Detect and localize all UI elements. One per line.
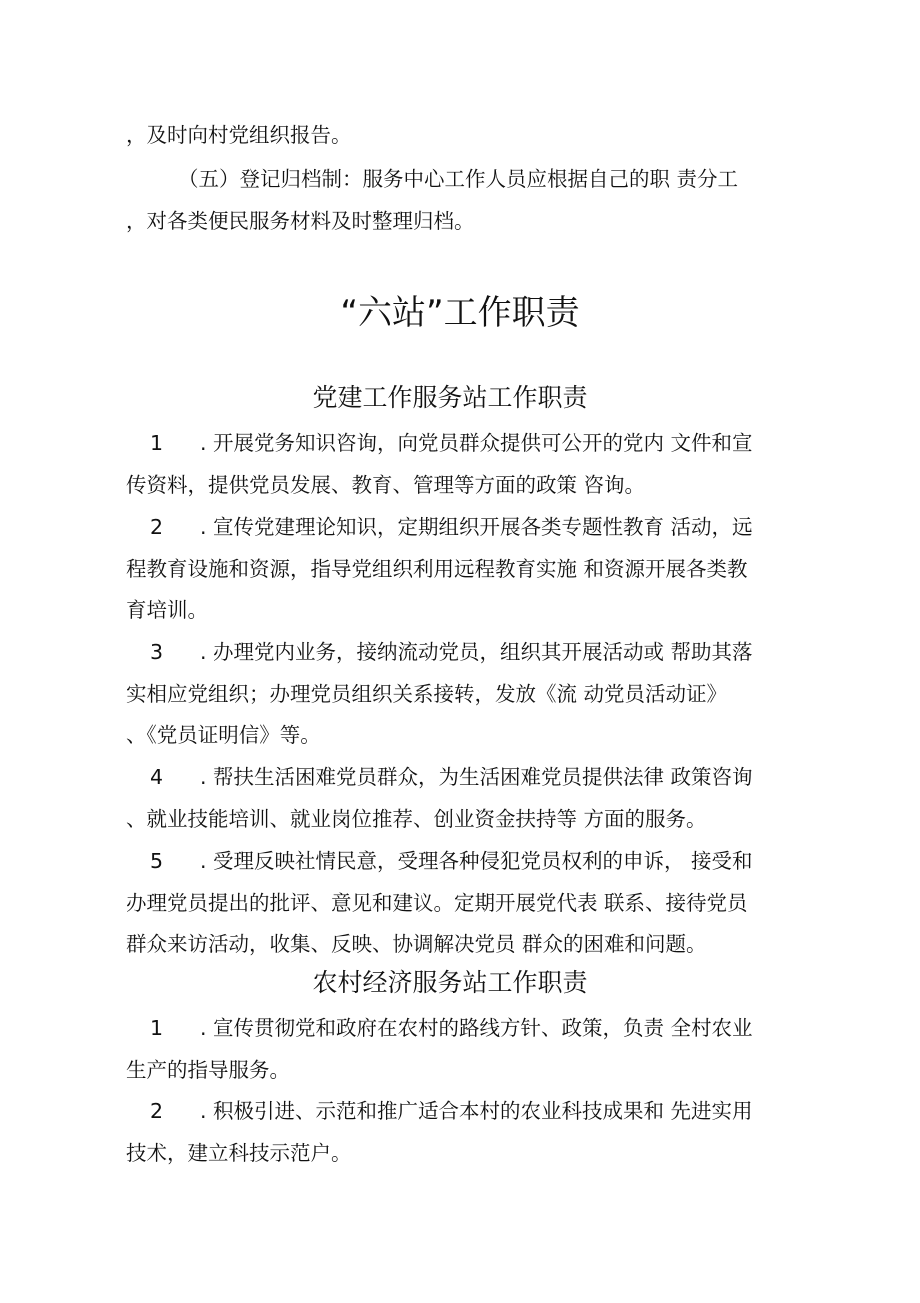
item-text: . 受理反映社情民意，受理各种侵犯党员权利的申诉， 接受和 bbox=[200, 849, 753, 873]
item-text: . 宣传贯彻党和政府在农村的路线方针、政策，负责 全村农业 bbox=[200, 1016, 753, 1040]
list-item-line: 、《党员证明信》等。 bbox=[126, 723, 321, 747]
list-item-line: 群众来访活动，收集、反映、协调解决党员 群众的困难和问题。 bbox=[126, 932, 707, 956]
intro-line: ，及时向村党组织报告。 bbox=[126, 123, 352, 147]
item-number: 5 bbox=[150, 849, 164, 873]
list-item-line bbox=[126, 514, 786, 540]
intro-line: （五）登记归档制：服务中心工作人员应根据自己的职 责分工 bbox=[178, 167, 739, 191]
item-text: . 帮扶生活困难党员群众，为生活困难党员提供法律 政策咨询 bbox=[200, 765, 753, 789]
list-item-line: 、就业技能培训、就业岗位推荐、创业资金扶持等 方面的服务。 bbox=[126, 807, 707, 831]
list-item-line: 育培训。 bbox=[126, 598, 208, 622]
item-text: . 办理党内业务，接纳流动党员，组织其开展活动或 帮助其落 bbox=[200, 640, 753, 664]
item-number: 1 bbox=[150, 431, 164, 455]
item-number: 4 bbox=[150, 765, 164, 789]
item-text: . 开展党务知识咨询，向党员群众提供可公开的党内 文件和宣 bbox=[200, 431, 753, 455]
list-item-line bbox=[126, 1015, 786, 1041]
list-item-line: 实相应党组织；办理党员组织关系接转，发放《流 动党员活动证》 bbox=[126, 682, 728, 706]
section-title: 农村经济服务站工作职责 bbox=[312, 968, 588, 997]
item-number: 2 bbox=[150, 1099, 164, 1123]
section-title: 党建工作服务站工作职责 bbox=[312, 383, 588, 412]
list-item-line: 程教育设施和资源，指导党组织利用远程教育实施 和资源开展各类教 bbox=[126, 557, 748, 581]
list-item-line: 办理党员提出的批评、意见和建议。定期开展党代表 联系、接待党员 bbox=[126, 891, 748, 915]
list-item-line: 生产的指导服务。 bbox=[126, 1058, 290, 1082]
item-text: . 宣传党建理论知识，定期组织开展各类专题性教育 活动，远 bbox=[200, 515, 753, 539]
list-item-line bbox=[126, 1098, 786, 1124]
list-item-line bbox=[126, 639, 786, 665]
item-number: 3 bbox=[150, 640, 164, 664]
item-number: 1 bbox=[150, 1016, 164, 1040]
list-item-line: 传资料，提供党员发展、教育、管理等方面的政策 咨询。 bbox=[126, 473, 646, 497]
item-number: 2 bbox=[150, 515, 164, 539]
item-text: . 积极引进、示范和推广适合本村的农业科技成果和 先进实用 bbox=[200, 1099, 753, 1123]
list-item-line bbox=[126, 764, 786, 790]
list-item-line bbox=[126, 848, 786, 874]
main-title: “六站”工作职责 bbox=[340, 293, 580, 333]
list-item-line: 技术，建立科技示范户。 bbox=[126, 1141, 352, 1165]
intro-line: ，对各类便民服务材料及时整理归档。 bbox=[126, 209, 475, 233]
list-item-line bbox=[126, 430, 786, 456]
